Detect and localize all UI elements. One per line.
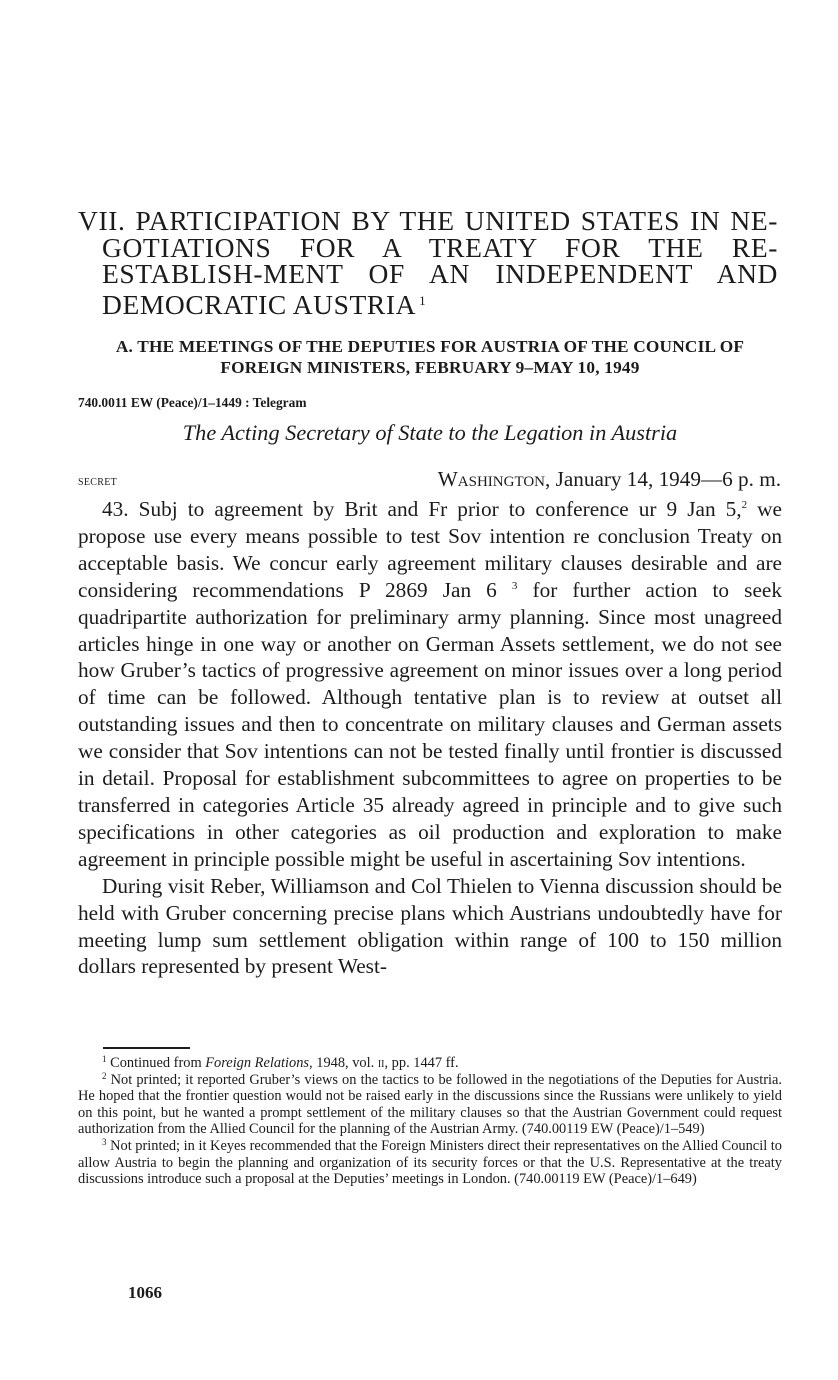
- footnote-2: [78, 1072, 782, 1138]
- footnote-1-prefix: Continued from: [110, 1055, 206, 1071]
- footnote-ref-2[interactable]: 2: [741, 499, 748, 511]
- footnote-ref-3[interactable]: 3: [511, 579, 518, 592]
- section-heading: A. THE MEETINGS OF THE DEPUTIES FOR AUSTRIA OF THE COUNCIL OF FOREIGN MINISTERS, FEBRUARY 9–MAY 10, 1949: [115, 337, 745, 377]
- body-paragraph-1-part-3: for further action to seek quadripartite authorization for preliminary army planning. Since most unagreed articles hinge in one way or another on German Assets settlement, we do not see how Gruber’s tactics of progressive agreement on minor issues over a long period of time can be followed. Although tentative plan is to review at outset all outstanding issues and then to concentrate on military clauses and German assets we consider that Sov intentions can not be tested finally until frontier is discussed in detail. Proposal for establishment subcommittees to agree on properties to be transferred in categories Article 35 already agreed in principle and to give such specifications in other categories as oil production and exploration to make agreement in principle possible might be useful in ascertaining Sov intentions.: [78, 577, 782, 871]
- footnote-divider: [103, 1047, 190, 1049]
- footnote-1-marker: 1: [102, 1054, 107, 1064]
- chapter-title-text: [78, 205, 778, 320]
- footnote-1-volume: ii: [377, 1055, 385, 1071]
- page-number: 1066: [128, 1283, 162, 1302]
- telegram-body: [78, 496, 782, 980]
- dateline: [438, 465, 781, 493]
- footnote-3: [78, 1138, 782, 1188]
- chapter-title-rest: GOTIATIONS FOR A TREATY FOR THE RE-ESTABLISH-MENT OF AN INDEPENDENT AND DEMOCRATIC AUSTRIA: [102, 231, 778, 320]
- body-paragraph-1: [78, 496, 782, 873]
- dateline-date: , January 14, 1949—6 p. m.: [545, 467, 781, 491]
- footnote-3-text: Not printed; in it Keyes recommended that the Foreign Ministers direct their representatives on the Allied Council to allow Austria to begin the planning and organization of its security forces or that the U.S. Representative at the treaty discussions introduce such a proposal at the Deputies’ meetings in London. (740.00119 EW (Peace)/1–649): [78, 1137, 782, 1188]
- footnote-2-text: Not printed; it reported Gruber’s views on the tactics to be followed in the negotiations of the Deputies for Austria. He hoped that the frontier question would not be raised early in the discussions since the Russians were unlikely to yield on this point, but he wanted a prompt settlement of the military clauses so that the Austrian Government could request authorization from the Allied Council for the planning of the Austrian Army. (740.00119 EW (Peace)/1–549): [78, 1071, 782, 1138]
- body-paragraph-1-part-1: 43. Subj to agreement by Brit and Fr prior to conference ur 9 Jan 5,: [102, 497, 742, 521]
- footnote-1-middle: , 1948, vol.: [309, 1055, 378, 1071]
- classification-label: secret: [78, 473, 118, 489]
- body-paragraph-1-part-2: we propose use every means possible to test Sov intention re conclusion Treaty on acceptable basis. We concur early agreement military clauses desirable and are considering recommendations P 2869 Jan 6: [78, 497, 782, 602]
- chapter-title: [78, 205, 778, 320]
- footnote-2-marker: 2: [102, 1070, 107, 1081]
- file-reference: 740.0011 EW (Peace)/1–1449 : Telegram: [78, 395, 307, 410]
- document-title: The Acting Secretary of State to the Legation in Austria: [182, 420, 678, 445]
- footnote-1-title: Foreign Relations: [205, 1055, 310, 1071]
- footnote-3-marker: 3: [102, 1136, 107, 1147]
- footnote-1-suffix: , pp. 1447 ff.: [384, 1055, 459, 1071]
- body-paragraph-2: During visit Reber, Williamson and Col Thielen to Vienna discussion should be held with Gruber concerning precise plans which Austrians undoubtedly have for meeting lump sum settlement obligation within range of 100 to 150 million dollars represented by present West-: [78, 873, 782, 979]
- chapter-title-line-1: VII. PARTICIPATION BY THE UNITED STATES IN NE-: [78, 205, 778, 236]
- footnote-1: [78, 1055, 782, 1072]
- chapter-footnote-marker[interactable]: 1: [419, 292, 427, 308]
- dateline-place: Washington: [437, 467, 546, 491]
- footnotes: [78, 1055, 782, 1188]
